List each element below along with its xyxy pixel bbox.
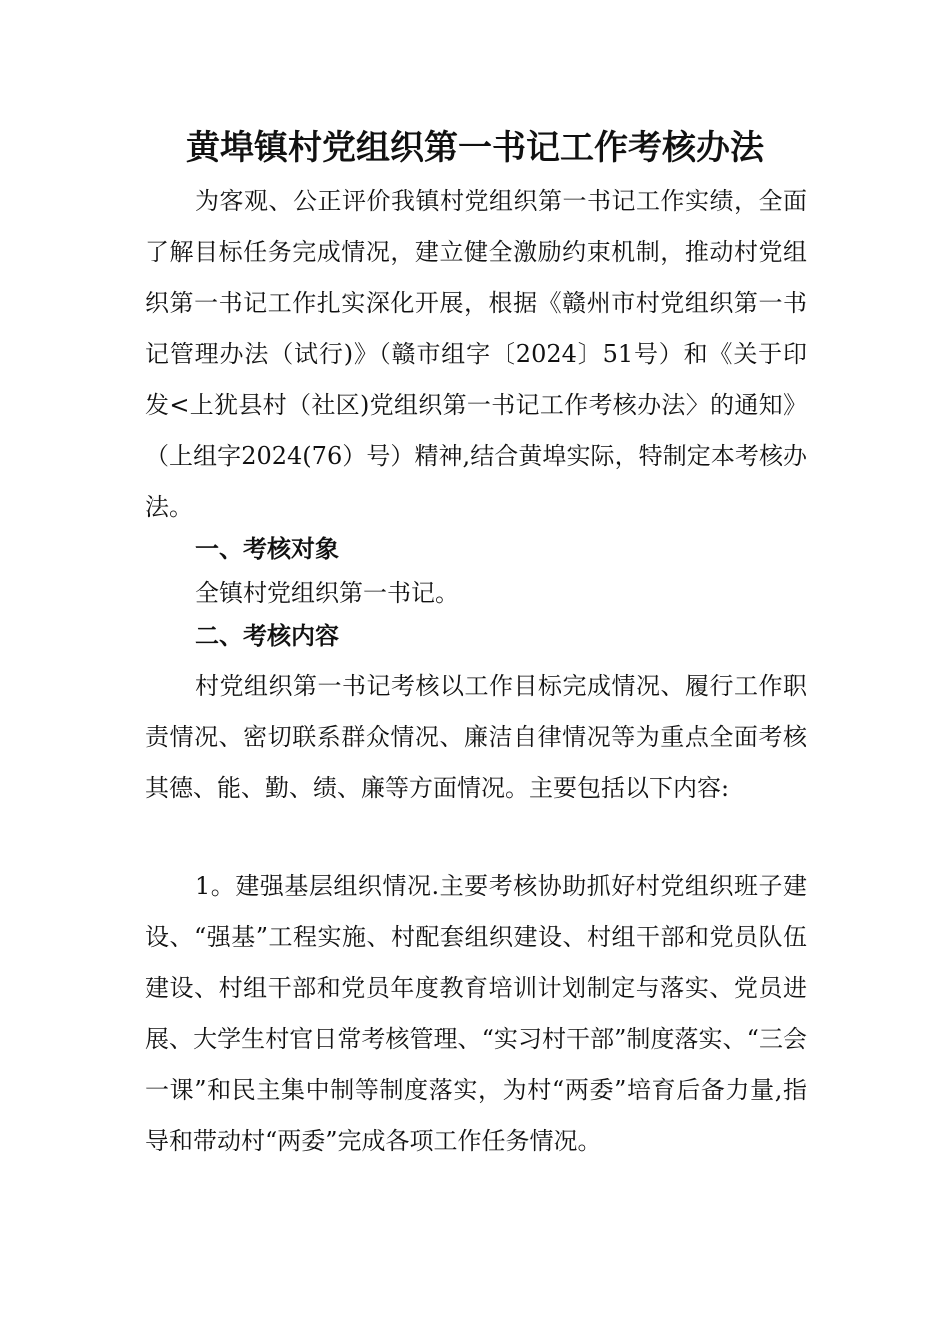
intro-paragraph: 为客观、公正评价我镇村党组织第一书记工作实绩，全面了解目标任务完成情况，建立健全激励约束机制，推动村党组织第一书记工作扎实深化开展，根据《赣州市村党组织第一书记管理办法（试行)》（赣市组字〔2024〕51号）和《关于印发<上犹县村（社区)党组织第一书记工作考核办法〉的通知》（上组字2024(76）号）精神,结合黄埠实际，特制定本考核办法。 bbox=[145, 187, 807, 521]
section-heading-assessment-content: 二、考核内容 bbox=[195, 622, 339, 650]
document-title: 黄埠镇村党组织第一书记工作考核办法 bbox=[186, 128, 764, 168]
section-heading-assessment-target: 一、考核对象 bbox=[195, 535, 339, 563]
section-text-assessment-content: 村党组织第一书记考核以工作目标完成情况、履行工作职责情况、密切联系群众情况、廉洁自律情况等为重点全面考核其德、能、勤、绩、廉等方面情况。主要包括以下内容: bbox=[145, 672, 807, 802]
list-item-organization-building: 1。建强基层组织情况.主要考核协助抓好村党组织班子建设、“强基”工程实施、村配套组织建设、村组干部和党员队伍建设、村组干部和党员年度教育培训计划制定与落实、党员进展、大学生村官日常考核管理、“实习村干部”制度落实、“三会一课”和民主集中制等制度落实，为村“两委”培育后备力量,指导和带动村“两委”完成各项工作任务情况。 bbox=[145, 872, 807, 1155]
section-text-assessment-target: 全镇村党组织第一书记。 bbox=[195, 579, 459, 607]
